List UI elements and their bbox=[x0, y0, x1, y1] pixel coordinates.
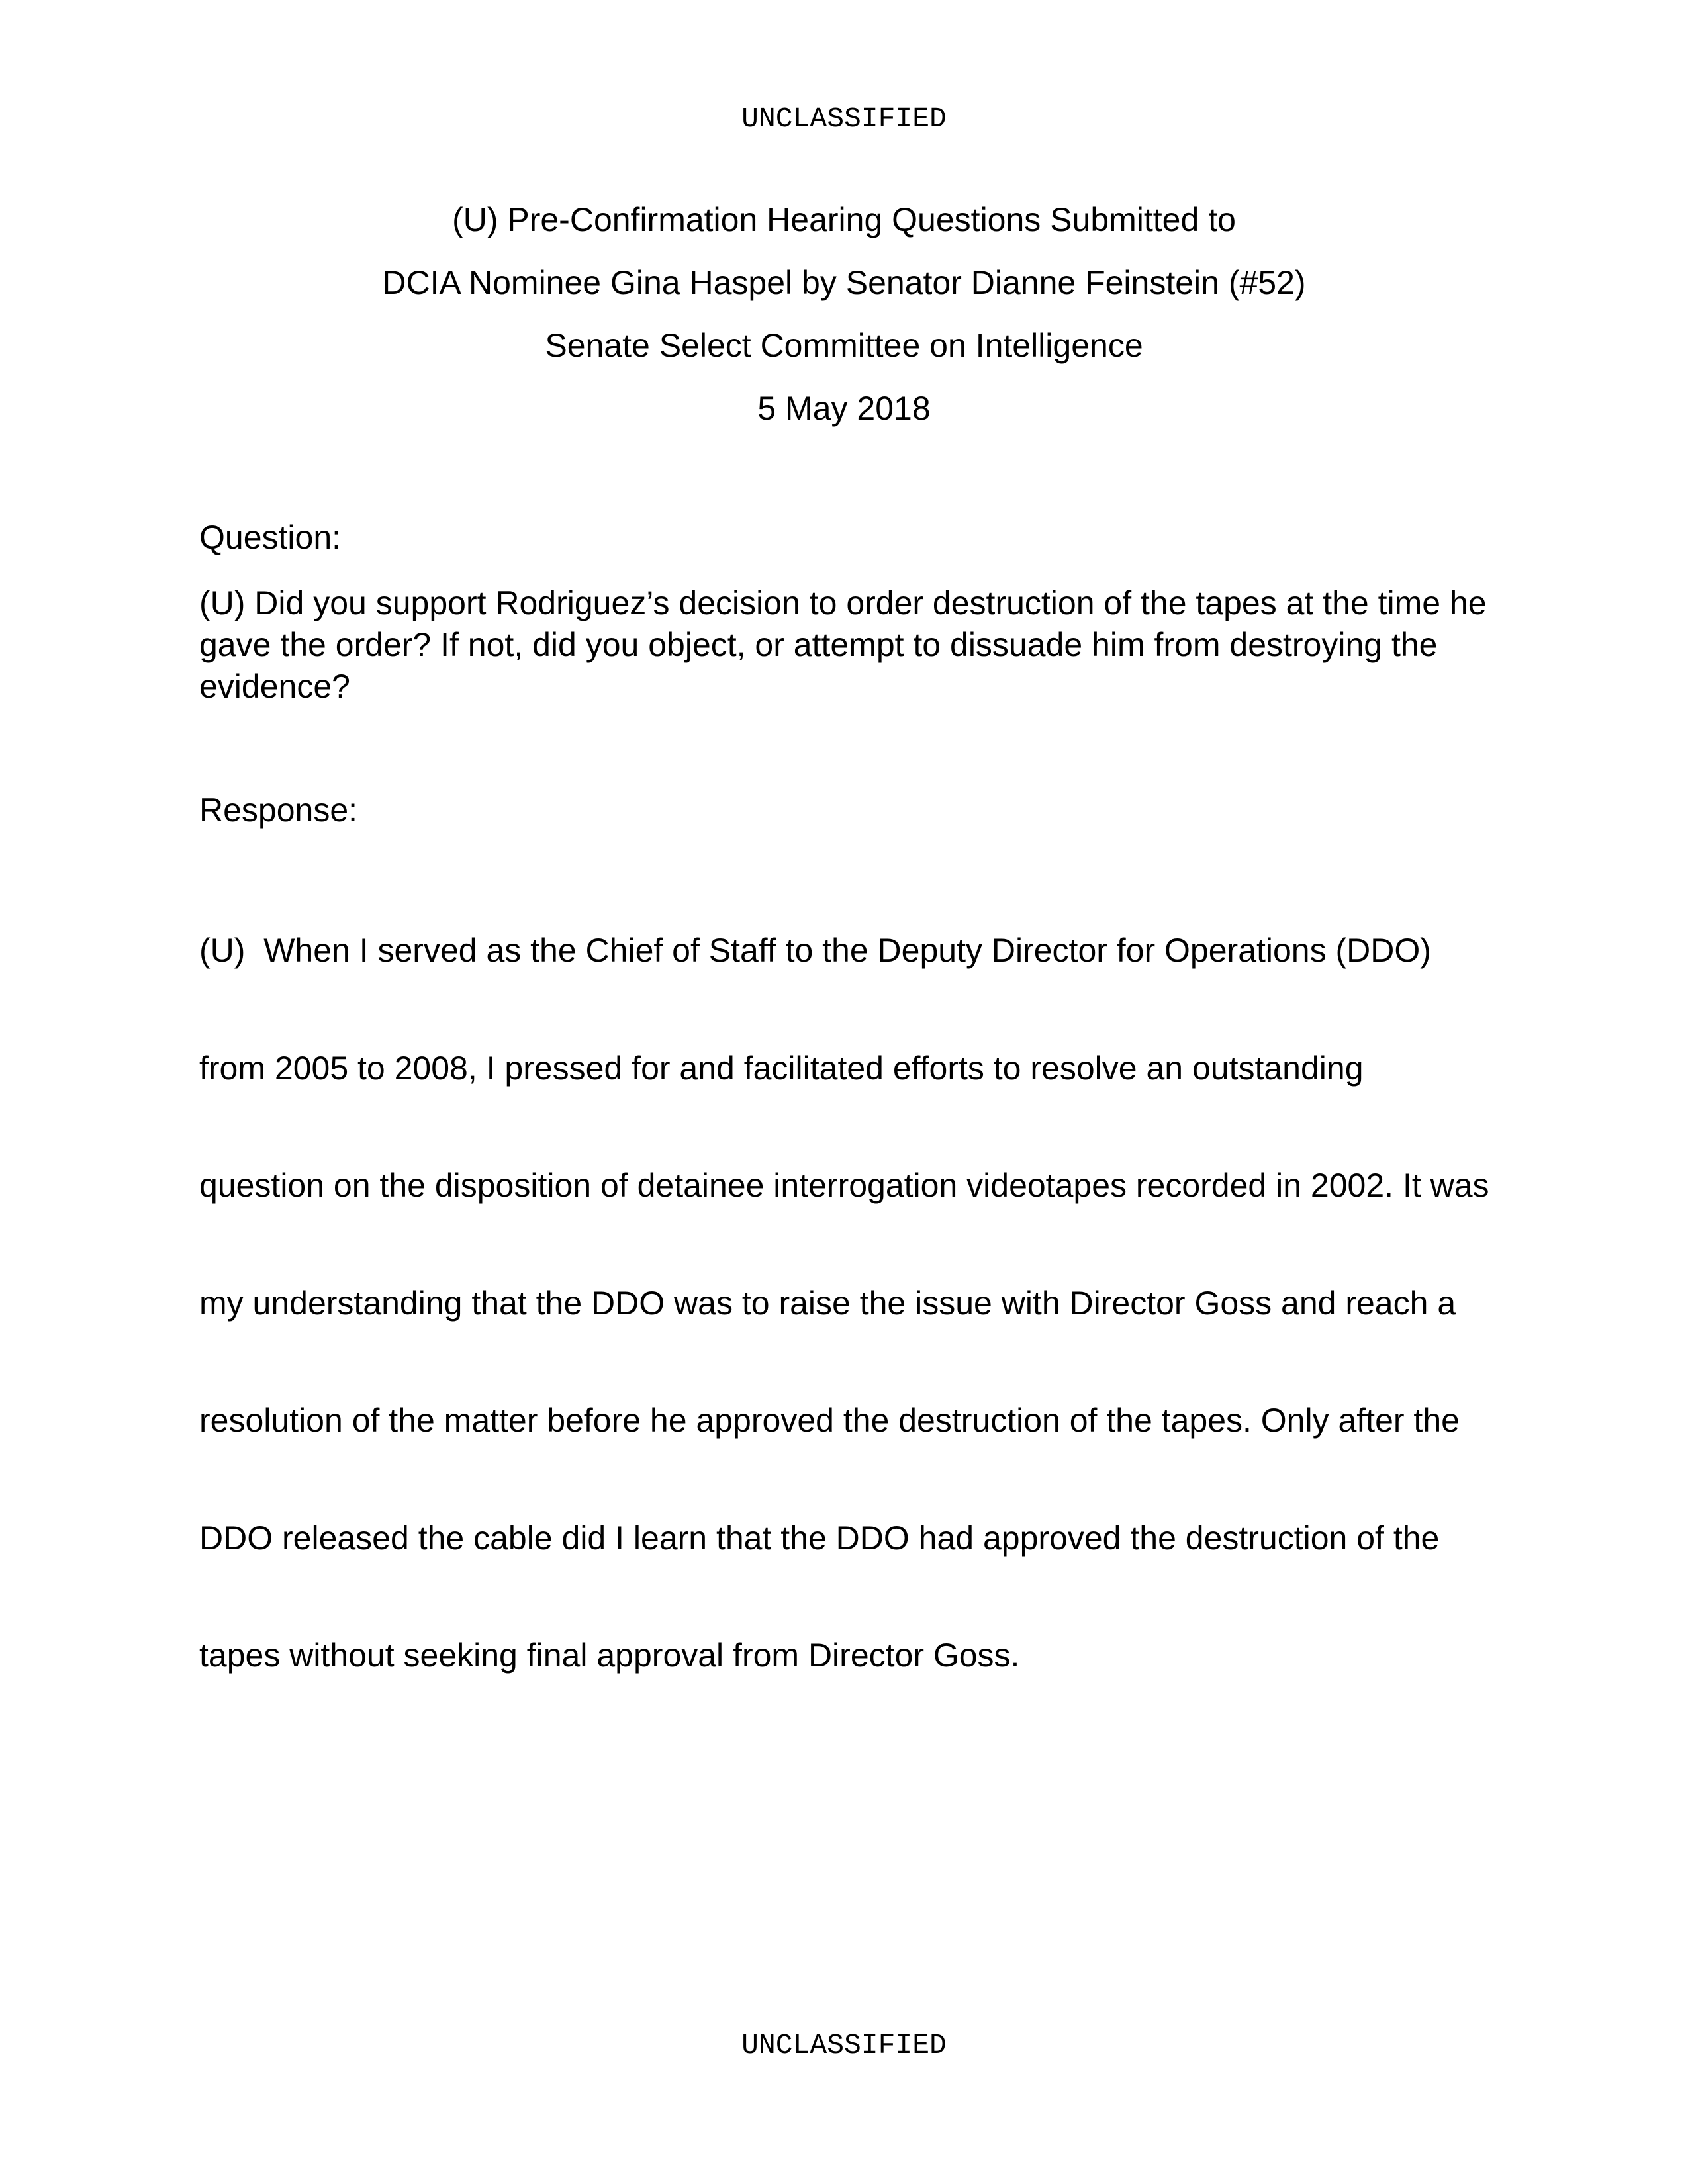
title-line: Senate Select Committee on Intelligence bbox=[545, 327, 1143, 364]
classification-footer: UNCLASSIFIED bbox=[741, 2029, 947, 2062]
question-line: gave the order? If not, did you object, or attempt to dissuade him from destroying the bbox=[199, 626, 1438, 663]
response-line: question on the disposition of detainee interrogation videotapes recorded in 2002. It was bbox=[199, 1167, 1489, 1204]
question-label: Question: bbox=[199, 519, 342, 556]
response-line: tapes without seeking final approval from Director Goss. bbox=[199, 1637, 1020, 1674]
document-title bbox=[0, 189, 1688, 440]
response-line: my understanding that the DDO was to raise the issue with Director Goss and reach a bbox=[199, 1284, 1456, 1322]
classification-header: UNCLASSIFIED bbox=[741, 103, 947, 135]
title-line: DCIA Nominee Gina Haspel by Senator Dianne Feinstein (#52) bbox=[382, 264, 1306, 301]
response-line: resolution of the matter before he approved the destruction of the tapes. Only after the bbox=[199, 1402, 1460, 1439]
question-line: (U) Did you support Rodriguez’s decision to order destruction of the tapes at the time he bbox=[199, 584, 1487, 621]
question-line: evidence? bbox=[199, 668, 350, 705]
response-text bbox=[199, 854, 1489, 1715]
response-line: (U) When I served as the Chief of Staff to the Deputy Director for Operations (DDO) bbox=[199, 932, 1431, 969]
title-line: 5 May 2018 bbox=[757, 390, 931, 427]
response-label: Response: bbox=[199, 792, 358, 829]
response-line: from 2005 to 2008, I pressed for and facilitated efforts to resolve an outstanding bbox=[199, 1049, 1364, 1087]
question-text bbox=[199, 582, 1487, 707]
title-line: (U) Pre-Confirmation Hearing Questions Submitted to bbox=[452, 201, 1236, 238]
response-line: DDO released the cable did I learn that the DDO had approved the destruction of the bbox=[199, 1519, 1440, 1557]
